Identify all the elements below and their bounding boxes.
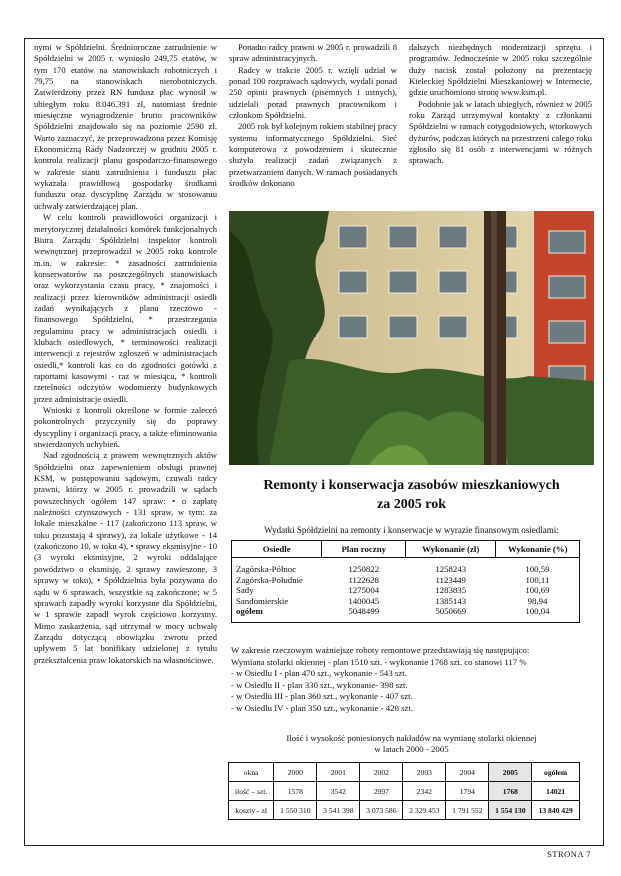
paragraph: W celu kontroli prawidłowości organizacji i merytorycznej działalności komórek funkcjonalnych Biura Zarządu Spółdzielni inspektor kontroli wewnętrznej przeprowadził w 2005 roku kontrole m.in. w zakresie: * zasadności zatrudnienia konserwatorów na poszczególnych stanowiskach oraz wykorzystania czasu pracy, * znajomości i realizacji przez kierowników administracji osiedli zadań wynikających z planu rzeczowo - finansowego Spółdzielni, * przestrzegania regulaminu pracy w administracjach osiedli i klubach osiedlowych, * terminowości realizacji interwencji z rejestrów zgłoszeń w administracjach osiedli,* kontroli kas co do zgodności gotówki z raportami kasowymi - raz w miesiącu, * kontroli rzetelności odczytów wodomierzy budynkowych przez administracje osiedli. xyxy=(34,212,217,404)
paragraph: dalszych niezbędnych modernizacji sprzętu i programów. Jednocześnie w 2005 roku szczególnie duży nacisk został położony na prezentację Kieleckiej Spółdzielni Mieszkaniowej w Internecie, gdzie uruchomiono stronę www.ksm.pl. xyxy=(409,42,592,98)
text-column-2 xyxy=(229,42,397,189)
text-line: Wymiana stolarki okiennej - plan 1510 szt. - wykonanie 1768 szt. co stanowi 117 % xyxy=(231,656,527,667)
table-header: Wykonanie (zł) xyxy=(405,541,495,558)
table-cell: 13 840 429 xyxy=(532,801,580,820)
table-cell: 5048499 xyxy=(348,606,380,616)
table-row xyxy=(232,596,580,607)
table-cell: 1 550 310 xyxy=(274,801,317,820)
table-cell: 1275004 xyxy=(348,585,380,595)
table-cell: 2003 xyxy=(403,763,446,782)
table-row xyxy=(229,801,580,820)
table-cell: 100,11 xyxy=(525,574,550,585)
table-cell: Sady xyxy=(236,585,254,595)
table-cell: koszty - zł xyxy=(229,801,274,820)
table-cell: 2342 xyxy=(403,782,446,801)
table-cell: 100,59 xyxy=(525,564,550,574)
table-row xyxy=(232,606,580,622)
table-cell: ogółem xyxy=(236,606,263,616)
text-line: - w Osiedlu I - plan 470 szt., wykonanie - 543 szt. xyxy=(231,668,407,678)
paragraph: Ponadto radcy prawni w 2005 r. prowadzili 8 spraw administracyjnych. xyxy=(229,42,397,64)
text-line: - w Osiedlu III - plan 360 szt., wykonanie - 407 szt. xyxy=(231,691,413,701)
table-cell: 1794 xyxy=(446,782,489,801)
text-column-3 xyxy=(409,42,592,167)
table-cell: okna xyxy=(229,763,274,782)
table-cell: 1 554 130 xyxy=(489,801,532,820)
table-header: Wykonanie (%) xyxy=(496,541,580,558)
table-row xyxy=(232,575,580,586)
table-header: Osiedle xyxy=(232,541,322,558)
table-cell: ilość – szt. xyxy=(229,782,274,801)
table-row xyxy=(232,558,580,575)
renovation-expenses-table xyxy=(231,540,580,623)
text-line: - w Osiedlu II - plan 330 szt., wykonanie- 398 szt. xyxy=(231,679,408,690)
table-cell: Sandomierskie xyxy=(236,595,289,606)
table-cell: 100,69 xyxy=(525,585,550,595)
section-title-line: za 2005 rok xyxy=(377,497,446,512)
paragraph: Wnioski z kontroli określone w formie zaleceń pokontrolnych przyczyniły się do poprawy dyscypliny i organizacji pracy, a także eliminowania stwierdzonych uchybień. xyxy=(34,405,217,450)
table-cell: 2 329 453 xyxy=(403,801,446,820)
table-cell: Zagórska-Północ xyxy=(236,564,297,574)
section-title xyxy=(229,476,594,514)
table-cell: 1250822 xyxy=(348,564,380,574)
table-cell: 2001 xyxy=(317,763,360,782)
paragraph: Podobnie jak w latach ubiegłych, również w 2005 roku Zarząd utrzymywał kontakty z członkami Spółdzielni w ramach cotygodniowych, wtorkowych dyżurów, podczas których na przestrzeni całego roku zgłosiło się 81 osób z interwencjami w różnych sprawach. xyxy=(409,98,592,166)
text-line: W zakresie rzeczowym ważniejsze roboty remontowe przedstawiają się następująco: xyxy=(231,645,530,655)
table-cell: 1283835 xyxy=(435,585,467,595)
table-cell: 1400045 xyxy=(348,595,380,606)
table-cell: 2002 xyxy=(360,763,403,782)
table-cell: 14021 xyxy=(532,782,580,801)
text-line: - w Osiedlu IV - plan 350 szt., wykonanie - 420 szt. xyxy=(231,702,414,713)
table-cell: 1768 xyxy=(489,782,532,801)
window-costs-table xyxy=(228,762,580,820)
table-cell: 2997 xyxy=(360,782,403,801)
table-cell: 1578 xyxy=(274,782,317,801)
table-cell: 1258243 xyxy=(435,564,467,574)
caption-line: Ilość i wysokość poniesionych nakładów na wymianę stolarki okiennej xyxy=(286,733,537,743)
page-number: STRONA 7 xyxy=(547,849,591,859)
table-cell: 1123449 xyxy=(435,574,466,585)
table-cell: 5050669 xyxy=(435,606,467,616)
table-cell: 3 541 398 xyxy=(317,801,360,820)
building-photo xyxy=(229,211,594,465)
window-replacement-summary xyxy=(231,645,591,714)
paragraph: 2005 rok był kolejnym rokiem stabilnej pracy systemu informatycznego Spółdzielni. Sieć komputerowa z powodzeniem i skutecznie służyła realizacji zadań związanych z przetwarzaniem danych. W ramach posiadanych środków dokonano xyxy=(229,121,397,189)
paragraph: Nad zgodnością z prawem wewnętrznych aktów Spółdzielni oraz zapewnieniem obsługi prawnej KSM, w postępowaniu sądowym, czuwali radcy prawni, którzy w 2005 r. prowadzili w sądach powszechnych ogółem 147 spraw: • o zapłatę należności czynszowych - 131 spraw, w tym: za lokale mieszkalne - 117 (zakończono 113 spraw, w toku pozostają 4 sprawy), za lokale użytkowe - 14 (zakończono 10, w toku 4), • sprawy eksmisyjne - 10 (3 wyroki eksmisyjne, 2 wyroki oddalające powództwo o eksmisję, 2 sprawy zawieszone, 3 sprawy w toku), • Spółdzielnia była pozywana do sądu w 6 sprawach, wszystkie są zakończone; w 5 sprawach zapadły wyroki korzystne dla Spółdzielni, w 1 sprawie zapadł wyrok częściowo korzystny. Mimo zaskarżenia, sąd utrzymał w mocy uchwałę Zarządu dotyczącą obowiązku zwrotu przed upływem 5 lat bonifikaty udzielonej z tytułu przekształcenia praw lokatorskich na własnościowe. xyxy=(34,450,217,665)
table-row xyxy=(229,763,580,782)
table-cell: 1 791 552 xyxy=(446,801,489,820)
table1-caption: Wydatki Spółdzielni na remonty i konserwacje w wyrazie finansowym osiedlami: xyxy=(264,525,559,535)
table-cell: 98,94 xyxy=(527,595,548,606)
table-cell: 2004 xyxy=(446,763,489,782)
table-header: Plan roczny xyxy=(322,541,406,558)
table-row xyxy=(232,585,580,596)
paragraph: nymi w Spółdzielni. Średnioroczne zatrudnienie w Spółdzielni w 2005 r. wyniosło 249,75 etatów, w tym 170 etatów na stanowiskach robotniczych i 79,75 na stanowiskach nierobotniczych. Zatwierdzony przez RN fundusz płac wynosił w ubiegłym roku 8.046.391 zł, natomiast średnie miesięczne wynagrodzenie brutto pracowników Spółdzielni znajdowało się na poziomie 2590 zł. Warto zaznaczyć, że przeprowadzona przez Komisję Ekonomiczną Rady Nadzorczej w grudniu 2005 r. kontrola realizacji planu gospodarczo-finansowego w zakresie stanu zatrudnienia i funduszu płac wykazała prawidłową gospodarkę środkami funduszu oraz dyscyplinę Zarządu w stosowaniu uchwały zatwierdzającej plan. xyxy=(34,42,217,211)
table-cell: 2005 xyxy=(489,763,532,782)
table-cell: 2000 xyxy=(274,763,317,782)
table-cell: 1122628 xyxy=(348,574,379,585)
caption-line: w latach 2000 - 2005 xyxy=(374,744,449,754)
table-cell: 3 073 586 xyxy=(360,801,403,820)
paragraph: Radcy w trakcie 2005 r. wzięli udział w ponad 100 rozprawach sądowych, wydali ponad 250 opinii prawnych (pisemnych i ustnych), udzielali porad prawnych pracownikom i członkom Spółdzielni. xyxy=(229,64,397,121)
text-column-1 xyxy=(34,42,217,666)
table-row xyxy=(229,782,580,801)
section-title-line: Remonty i konserwacja zasobów mieszkaniowych xyxy=(263,478,560,493)
table-cell: 3542 xyxy=(317,782,360,801)
table-cell: 1385143 xyxy=(435,595,467,606)
table-cell: 100,04 xyxy=(525,606,550,616)
table-cell: Zagórska-Południe xyxy=(236,574,303,585)
table-cell: ogółem xyxy=(532,763,580,782)
table2-caption xyxy=(229,733,594,755)
